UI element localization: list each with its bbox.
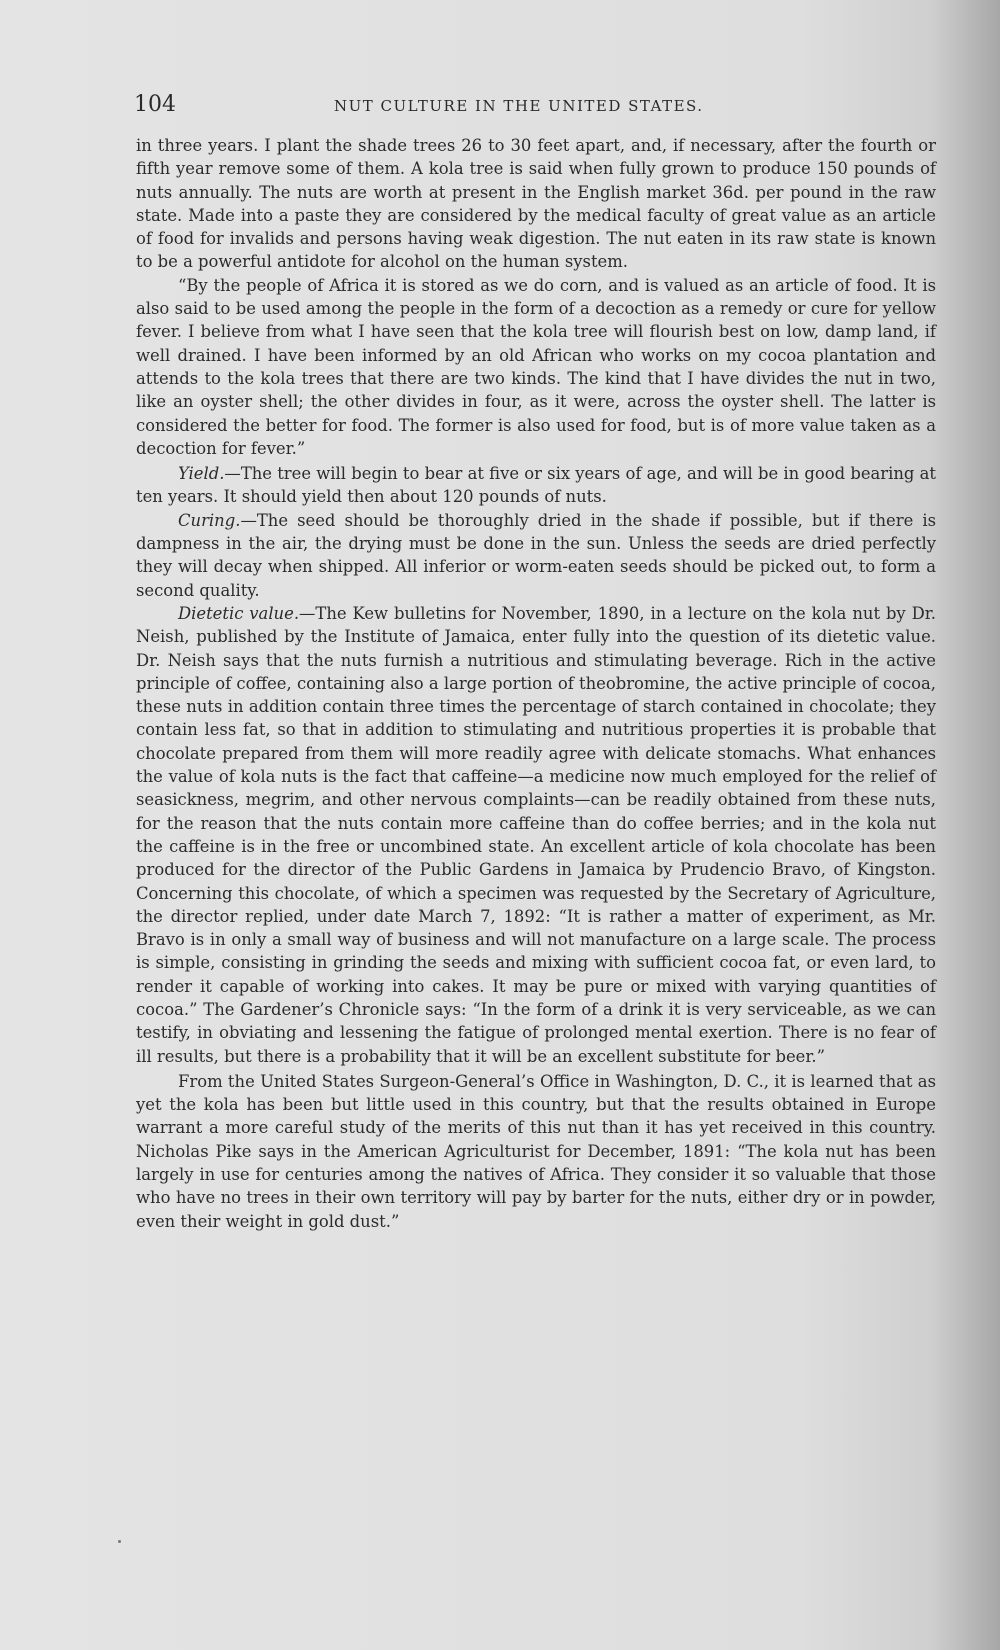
run-in-heading-curing: Curing. — [178, 510, 241, 530]
paragraph-text: —The tree will begin to bear at five or six years of age, and will be in good bearing at ten years. It should yield then about 120 pounds of nuts. — [136, 464, 936, 507]
paragraph-continuation — [136, 134, 936, 274]
page-header — [134, 92, 934, 122]
paragraph-text: —The seed should be thoroughly dried in the shade if possible, but if there is dampness in the air, the drying must be done in the sun. Unless the seeds are dried perfectly they will decay when shipped. All inferior or worm-eaten seeds should be picked out, to form a second quality. — [136, 510, 936, 600]
paragraph-surgeon-general — [136, 1070, 936, 1233]
ink-speck — [118, 1540, 121, 1543]
paragraph-text: in three years. I plant the shade trees 26 to 30 feet apart, and, if necessary, after the fourth or fifth year remove some of them. A kola tree is said when fully grown to produce 150 pounds of nuts annually. The nuts are worth at present in the English market 36d. per pound in the raw state. Made into a paste they are considered by the medical faculty of great value as an article of food for invalids and persons having weak digestion. The nut eaten in its raw state is known to be a powerful antidote for alcohol on the human system. — [136, 136, 936, 272]
paragraph-text: “By the people of Africa it is stored as we do corn, and is valued as an article of food. It is also said to be used among the people in the form of a decoction as a remedy or cure for yellow fever. I believe from what I have seen that the kola tree will flourish best on low, damp land, if well drained. I have been informed by an old African who works on my cocoa plantation and attends to the kola trees that there are two kinds. The kind that I have divides the nut in two, like an oyster shell; the other divides in four, as it were, across the oyster shell. The latter is considered the better for food. The former is also used for food, but is of more value taken as a decoction for fever.” — [136, 275, 936, 458]
paragraph-text: —The Kew bulletins for November, 1890, in a lecture on the kola nut by Dr. Neish, published by the Institute of Jamaica, enter fully into the question of its dietetic value. Dr. Neish says that the nuts furnish a nutritious and stimulating beverage. Rich in the active principle of coffee, containing also a large portion of theobromine, the active principle of cocoa, these nuts in addition contain three times the percentage of starch contained in chocolate; they contain less fat, so that in addition to stimulating and nutritious properties it is probable that chocolate prepared from them will more readily agree with delicate stomachs. What enhances the value of kola nuts is the fact that caffeine—a medicine now much employed for the relief of seasickness, megrim, and other nervous complaints—can be readily obtained from these nuts, for the reason that the nuts contain more caffeine than do coffee berries; and in the kola nut the caffeine is in the free or uncombined state. An excellent article of kola chocolate has been produced for the director of the Public Gardens in Jamaica by Prudencio Bravo, of Kingston. Concerning this chocolate, of which a specimen was requested by the Secretary of Agriculture, the director replied, under date March 7, 1892: “It is rather a matter of experiment, as Mr. Bravo is in only a small way of business and will not manufacture on a large scale. The process is simple, consisting in grinding the seeds and mixing with sufficient cocoa fat, or even lard, to render it capable of working into cakes. It may be pure or mixed with varying quantities of cocoa.” The Gardener’s Chronicle says: “In the form of a drink it is very serviceable, as we can testify, in obviating and lessening the fatigue of prolonged mental exertion. There is no fear of ill results, but there is a probability that it will be an excellent substitute for beer.” — [136, 603, 936, 1066]
paragraph-dietetic-value — [136, 602, 936, 1068]
paragraph-quotation — [136, 274, 936, 460]
run-in-heading-yield: Yield. — [178, 464, 225, 484]
page-number: 104 — [134, 92, 176, 117]
paragraph-curing — [136, 509, 936, 602]
body-text — [136, 134, 936, 1233]
paragraph-yield — [136, 462, 936, 509]
paragraph-text: From the United States Surgeon-General’s Office in Washington, D. C., it is learned that as yet the kola has been but little used in this country, but that the results obtained in Europe warrant a more careful study of the merits of this nut than it has yet received in this country. Nicholas Pike says in the American Agriculturist for December, 1891: “The kola nut has been largely in use for centuries among the natives of Africa. They consider it so valuable that those who have no trees in their own territory will pay by barter for the nuts, either dry or in powder, even their weight in gold dust.” — [136, 1071, 936, 1231]
running-head: NUT CULTURE IN THE UNITED STATES. — [334, 97, 704, 115]
run-in-heading-dietetic-value: Dietetic value. — [178, 603, 300, 623]
